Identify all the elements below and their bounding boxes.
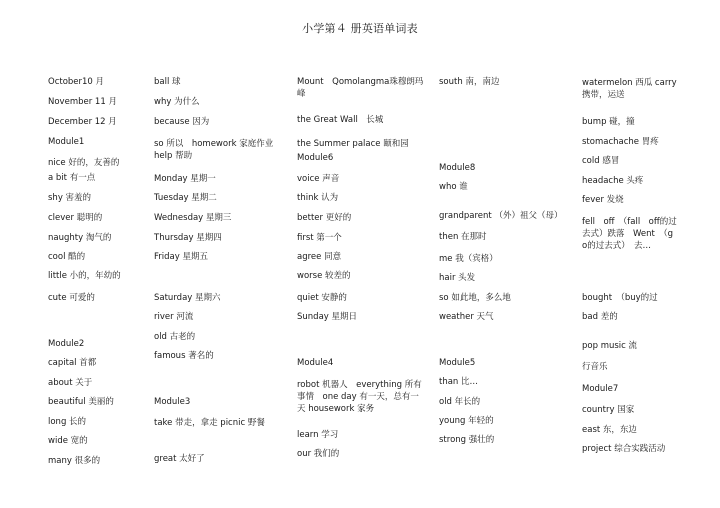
word-entry: watermelon 西瓜 carry 携带，运送 <box>582 78 677 100</box>
word-entry: hair 头发 <box>439 273 476 283</box>
word-entry: Mount Qomolangma珠穆朗玛峰 <box>297 77 424 99</box>
word-entry: because 因为 <box>154 117 210 127</box>
module-heading: Module3 <box>154 397 191 407</box>
word-entry: so 如此地，多么地 <box>439 293 511 303</box>
word-entry: our 我们的 <box>297 449 340 459</box>
word-entry: clever 聪明的 <box>48 213 103 223</box>
word-entry: strong 强壮的 <box>439 435 495 445</box>
module-heading: Module1 <box>48 137 85 147</box>
word-entry: Saturday 星期六 <box>154 293 221 303</box>
word-entry: November 11 月 <box>48 97 117 107</box>
word-column-4 <box>439 0 569 508</box>
word-entry: December 12 月 <box>48 117 117 127</box>
word-entry: cute 可爱的 <box>48 293 95 303</box>
word-entry: then 在那时 <box>439 232 487 242</box>
word-entry: headache 头疼 <box>582 176 644 186</box>
word-entry: great 太好了 <box>154 454 205 464</box>
word-entry: grandparent （外）祖父（母） <box>439 211 563 221</box>
word-entry: pop music 流 <box>582 341 638 351</box>
word-entry: quiet 安静的 <box>297 293 347 303</box>
word-entry: me 我（宾格） <box>439 254 498 264</box>
word-entry: the Summer palace 颐和园 <box>297 139 409 149</box>
word-entry: old 古老的 <box>154 332 196 342</box>
word-entry: naughty 淘气的 <box>48 233 112 243</box>
word-entry: voice 声音 <box>297 174 340 184</box>
word-entry: cold 感冒 <box>582 156 620 166</box>
word-column-2 <box>154 0 278 508</box>
word-entry: think 认为 <box>297 193 339 203</box>
word-entry: Thursday 星期四 <box>154 233 222 243</box>
word-entry: the Great Wall 长城 <box>297 115 384 125</box>
word-entry: learn 学习 <box>297 430 339 440</box>
word-entry: Monday 星期一 <box>154 174 216 184</box>
word-entry: October10 月 <box>48 77 105 87</box>
word-entry: cool 酷的 <box>48 252 86 262</box>
module-heading: Module2 <box>48 339 85 349</box>
word-entry: nice 好的，友善的 <box>48 158 120 168</box>
word-entry: beautiful 美丽的 <box>48 397 114 407</box>
word-entry: than 比… <box>439 377 479 387</box>
word-entry: long 长的 <box>48 417 87 427</box>
module-heading: Module7 <box>582 384 619 394</box>
word-entry: young 年轻的 <box>439 416 494 426</box>
word-entry: fever 发烧 <box>582 195 624 205</box>
word-entry: famous 著名的 <box>154 351 214 361</box>
word-entry: a bit 有一点 <box>48 173 96 183</box>
word-entry: robot 机器人 everything 所有事情 one day 有一天，总有一天 housework 家务 <box>297 380 422 414</box>
word-entry: ball 球 <box>154 77 181 87</box>
word-entry: why 为什么 <box>154 97 200 107</box>
word-entry: so 所以 homework 家庭作业 help 帮助 <box>154 139 274 161</box>
word-entry: stomachache 胃疼 <box>582 137 659 147</box>
word-entry: who 谁 <box>439 182 468 192</box>
page-title: 小学第４ 册英语单词表 <box>302 22 418 35</box>
word-column-3 <box>297 0 425 508</box>
word-entry: Sunday 星期日 <box>297 312 358 322</box>
word-entry: Tuesday 星期二 <box>154 193 217 203</box>
word-entry: bump 碰，撞 <box>582 117 635 127</box>
word-column-5 <box>582 0 678 508</box>
word-entry: many 很多的 <box>48 456 101 466</box>
module-heading: Module6 <box>297 153 334 163</box>
word-column-1 <box>48 0 148 508</box>
word-entry: project 综合实践活动 <box>582 444 666 454</box>
module-heading: Module5 <box>439 358 476 368</box>
word-entry: capital 首都 <box>48 358 97 368</box>
word-entry: about 关于 <box>48 378 93 388</box>
word-entry: 行音乐 <box>582 362 608 372</box>
word-entry: old 年长的 <box>439 397 481 407</box>
word-entry: agree 同意 <box>297 252 342 262</box>
word-entry: Friday 星期五 <box>154 252 208 262</box>
word-entry: Wednesday 星期三 <box>154 213 232 223</box>
word-entry: little 小的，年幼的 <box>48 271 121 281</box>
word-entry: first 第一个 <box>297 233 342 243</box>
word-entry: better 更好的 <box>297 213 352 223</box>
word-entry: weather 天气 <box>439 312 494 322</box>
word-entry: wide 宽的 <box>48 436 88 446</box>
word-entry: river 河流 <box>154 312 194 322</box>
word-entry: south 南，南边 <box>439 77 500 87</box>
module-heading: Module8 <box>439 163 476 173</box>
word-entry: bought （buy的过 <box>582 293 658 303</box>
word-entry: country 国家 <box>582 405 635 415</box>
word-entry: east 东，东边 <box>582 425 637 435</box>
module-heading: Module4 <box>297 358 334 368</box>
word-entry: take 带走，拿走 picnic 野餐 <box>154 418 265 428</box>
word-entry: shy 害羞的 <box>48 193 92 203</box>
word-entry: bad 差的 <box>582 312 618 322</box>
word-entry: worse 较差的 <box>297 271 351 281</box>
word-entry: fell off （fall off的过去式）跌落 Went （go的过去式） 去… <box>582 217 677 251</box>
